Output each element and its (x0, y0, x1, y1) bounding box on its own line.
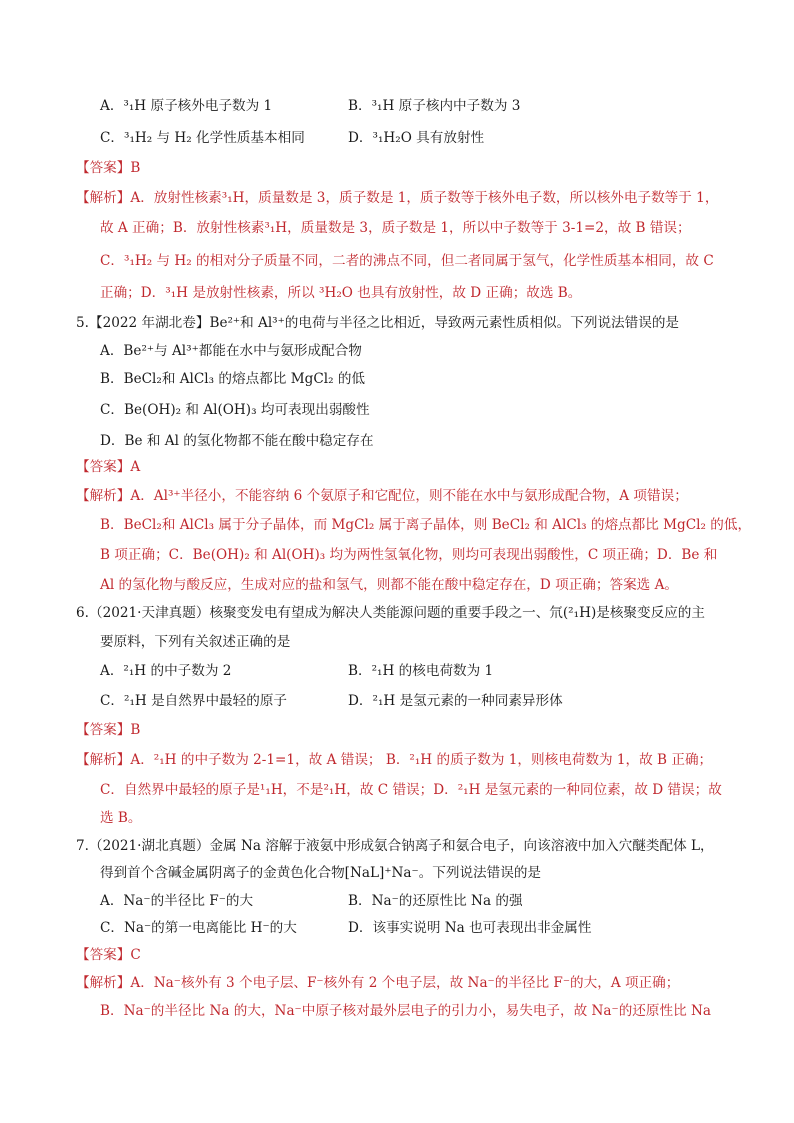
q7-option-a: A．Na⁻的半径比 F⁻的大 (100, 893, 254, 909)
q4-option-c: C．³₁H₂ 与 H₂ 化学性质基本相同 (100, 130, 305, 146)
q4-option-d: D．³₁H₂O 具有放射性 (348, 130, 485, 146)
q6-stem-line-1: 6.（2021·天津真题）核聚变发电有望成为解决人类能源问题的重要手段之一、氘(²₁H)是核聚变反应的主 (76, 605, 705, 621)
answer-tag: 【答案】 (76, 459, 131, 475)
explanation-tag: 【解析】 (76, 975, 131, 991)
q5-stem: 5.【2022 年湖北卷】Be²⁺和 Al³⁺的电荷与半径之比相近，导致两元素性质相似。下列说法错误的是 (76, 315, 680, 331)
q5-option-c: C．Be(OH)₂ 和 Al(OH)₃ 均可表现出弱酸性 (100, 402, 370, 418)
q6-option-b: B．²₁H 的核电荷数为 1 (348, 663, 494, 679)
q6-option-c: C．²₁H 是自然界中最轻的原子 (100, 693, 288, 709)
q5-option-d: D．Be 和 Al 的氢化物都不能在酸中稳定存在 (100, 433, 374, 449)
answer-value: A (130, 459, 141, 475)
q6-explanation-line-1 (76, 750, 712, 770)
q4-option-a: A．³₁H 原子核外电子数为 1 (100, 98, 273, 114)
q5-explanation-line-2: B．BeCl₂和 AlCl₃ 属于分子晶体，而 MgCl₂ 属于离子晶体，则 BeCl₂ 和 AlCl₃ 的熔点都比 MgCl₂ 的低， (100, 517, 752, 533)
answer-value: C (130, 947, 141, 963)
q4-explanation-line-3: C．³₁H₂ 与 H₂ 的相对分子质量不同，二者的沸点不同，但二者同属于氢气，化学性质基本相同，故 C (100, 253, 714, 269)
explanation-tag: 【解析】 (76, 190, 131, 206)
explanation-tag: 【解析】 (76, 488, 131, 504)
q6-stem-line-2: 要原料，下列有关叙述正确的是 (100, 634, 291, 650)
q4-explanation-line-1 (76, 188, 718, 208)
q4-option-b: B．³₁H 原子核内中子数为 3 (348, 98, 521, 114)
explanation-text: A．Na⁻核外有 3 个电子层、F⁻核外有 2 个电子层，故 Na⁻的半径比 F⁻的大，A 项正确； (130, 975, 680, 991)
q5-option-a: A．Be²⁺与 Al³⁺都能在水中与氨形成配合物 (100, 343, 362, 359)
q7-option-b: B．Na⁻的还原性比 Na 的强 (348, 893, 523, 909)
q6-option-a: A．²₁H 的中子数为 2 (100, 663, 232, 679)
q5-explanation-line-1 (76, 486, 688, 506)
q7-stem-line-2: 得到首个含碱金属阴离子的金黄色化合物[NaL]⁺Na⁻。下列说法错误的是 (100, 865, 542, 881)
q7-explanation-line-2: B．Na⁻的半径比 Na 的大，Na⁻中原子核对最外层电子的引力小，易失电子，故 Na⁻的还原性比 Na (100, 1003, 711, 1019)
q4-answer-line (76, 158, 140, 178)
q6-explanation-line-2: C．自然界中最轻的原子是¹₁H，不是²₁H，故 C 错误；D．²₁H 是氢元素的一种同位素，故 D 错误；故 (100, 782, 722, 798)
q5-explanation-line-3: B 项正确；C．Be(OH)₂ 和 Al(OH)₃ 均为两性氢氧化物，则均可表现出弱酸性，C 项正确；D．Be 和 (100, 547, 718, 563)
q7-answer-line (76, 945, 141, 965)
answer-value: B (130, 722, 141, 738)
explanation-tag: 【解析】 (76, 752, 131, 768)
answer-value: B (130, 160, 141, 176)
answer-tag: 【答案】 (76, 947, 131, 963)
q7-option-c: C．Na⁻的第一电离能比 H⁻的大 (100, 920, 297, 936)
q4-explanation-line-2: 故 A 正确；B．放射性核素³₁H，质量数是 3，质子数是 1，所以中子数等于 3-1=2，故 B 错误； (100, 220, 691, 236)
explanation-text: A．²₁H 的中子数为 2-1=1，故 A 错误； B．²₁H 的质子数为 1，则核电荷数为 1，故 B 正确； (130, 752, 713, 768)
q7-option-d: D．该事实说明 Na 也可表现出非金属性 (348, 920, 592, 936)
answer-tag: 【答案】 (76, 160, 131, 176)
q7-stem-line-1: 7.（2021·湖北真题）金属 Na 溶解于液氨中形成氨合钠离子和氨合电子，向该溶液中加入穴醚类配体 L， (76, 838, 714, 854)
q5-answer-line (76, 457, 140, 477)
q6-answer-line (76, 720, 140, 740)
explanation-text: A．放射性核素³₁H，质量数是 3，质子数是 1，质子数等于核外电子数，所以核外电子数等于 1， (130, 190, 719, 206)
answer-tag: 【答案】 (76, 722, 131, 738)
q4-explanation-line-4: 正确；D．³₁H 是放射性核素，所以 ³H₂O 也具有放射性，故 D 正确；故选 B。 (100, 285, 582, 301)
q5-explanation-line-4: Al 的氢化物与酸反应，生成对应的盐和氢气，则都不能在酸中稳定存在，D 项正确；答案选 A。 (100, 577, 678, 593)
q5-option-b: B．BeCl₂和 AlCl₃ 的熔点都比 MgCl₂ 的低 (100, 371, 366, 387)
explanation-text: A．Al³⁺半径小，不能容纳 6 个氨原子和它配位，则不能在水中与氨形成配合物，A 项错误； (130, 488, 688, 504)
q6-explanation-line-3: 选 B。 (100, 810, 142, 826)
q6-option-d: D．²₁H 是氢元素的一种同素异形体 (348, 693, 563, 709)
q7-explanation-line-1 (76, 973, 679, 993)
